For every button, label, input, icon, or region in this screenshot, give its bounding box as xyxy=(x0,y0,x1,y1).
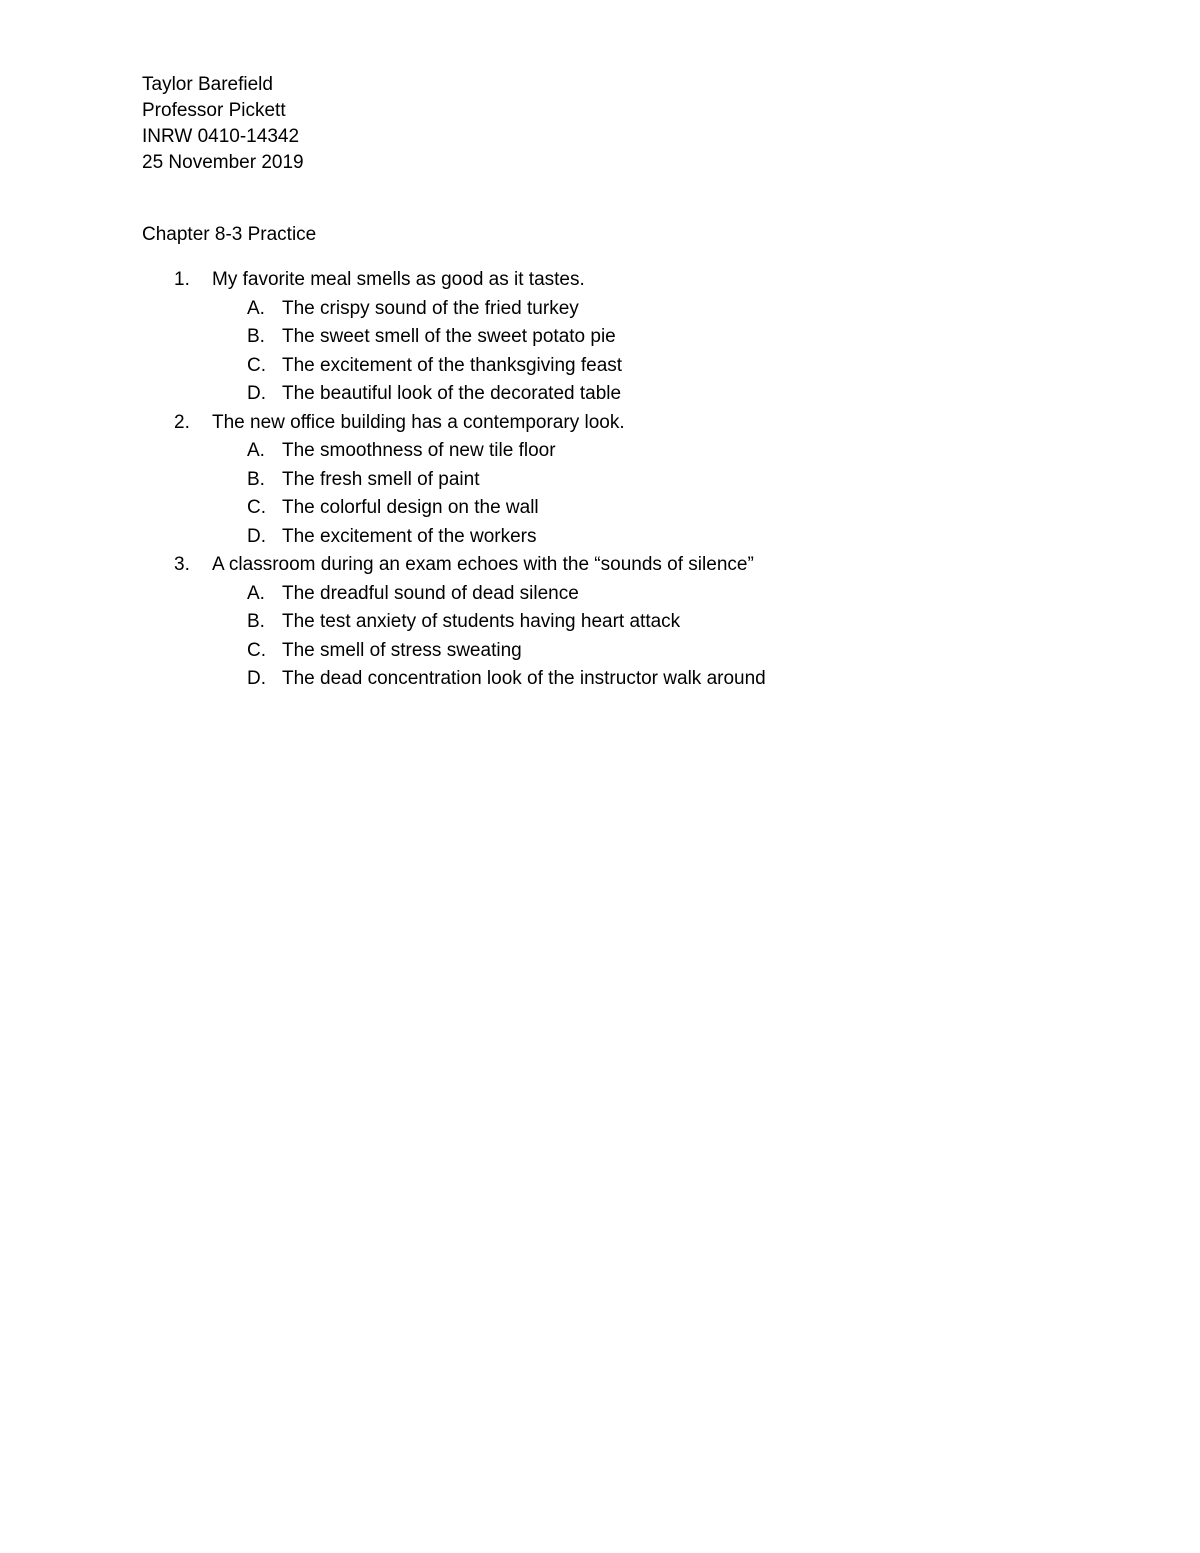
option-item xyxy=(0,437,1200,466)
document-date: 25 November 2019 xyxy=(142,152,304,173)
option-letter: C. xyxy=(247,639,266,661)
option-text: The crispy sound of the fried turkey xyxy=(282,297,579,319)
question-text: A classroom during an exam echoes with the “sounds of silence” xyxy=(212,554,754,575)
student-name: Taylor Barefield xyxy=(142,74,273,95)
option-text: The dreadful sound of dead silence xyxy=(282,582,579,604)
document-header xyxy=(142,72,304,176)
option-letter: C. xyxy=(247,354,266,376)
option-item xyxy=(0,466,1200,495)
professor-name: Professor Pickett xyxy=(142,100,286,121)
question-number: 2. xyxy=(174,411,190,433)
option-text: The beautiful look of the decorated table xyxy=(282,383,622,404)
option-letter: D. xyxy=(247,668,266,689)
question-number: 1. xyxy=(174,269,190,290)
option-item xyxy=(0,637,1200,666)
question-text: My favorite meal smells as good as it tastes. xyxy=(212,269,585,290)
option-letter: B. xyxy=(247,468,265,490)
option-text: The dead concentration look of the instructor walk around xyxy=(282,668,766,689)
option-item xyxy=(0,295,1200,324)
option-item xyxy=(0,608,1200,637)
course-code: INRW 0410-14342 xyxy=(142,126,300,147)
question-number: 3. xyxy=(174,554,190,575)
option-text: The smoothness of new tile floor xyxy=(282,440,556,461)
option-item xyxy=(0,523,1200,552)
question-text: The new office building has a contemporary look. xyxy=(212,411,625,433)
option-letter: D. xyxy=(247,383,266,404)
option-letter: A. xyxy=(247,440,265,461)
option-text: The colorful design on the wall xyxy=(282,497,539,518)
option-item xyxy=(0,380,1200,409)
option-item xyxy=(0,580,1200,609)
option-letter: D. xyxy=(247,525,266,547)
question-item xyxy=(0,266,1200,295)
option-letter: B. xyxy=(247,611,265,632)
option-item xyxy=(0,323,1200,352)
option-text: The test anxiety of students having heart attack xyxy=(282,611,681,632)
option-item xyxy=(0,352,1200,381)
option-letter: C. xyxy=(247,497,266,518)
option-letter: A. xyxy=(247,582,265,604)
option-letter: A. xyxy=(247,297,265,319)
option-item xyxy=(0,665,1200,694)
option-text: The sweet smell of the sweet potato pie xyxy=(282,326,616,347)
option-letter: B. xyxy=(247,326,265,347)
option-text: The excitement of the thanksgiving feast xyxy=(282,354,623,376)
option-text: The excitement of the workers xyxy=(282,525,537,547)
question-item xyxy=(0,409,1200,438)
option-text: The smell of stress sweating xyxy=(282,639,522,661)
question-list xyxy=(0,266,1200,694)
question-item xyxy=(0,551,1200,580)
option-item xyxy=(0,494,1200,523)
option-text: The fresh smell of paint xyxy=(282,468,480,490)
document-title: Chapter 8-3 Practice xyxy=(142,224,317,245)
